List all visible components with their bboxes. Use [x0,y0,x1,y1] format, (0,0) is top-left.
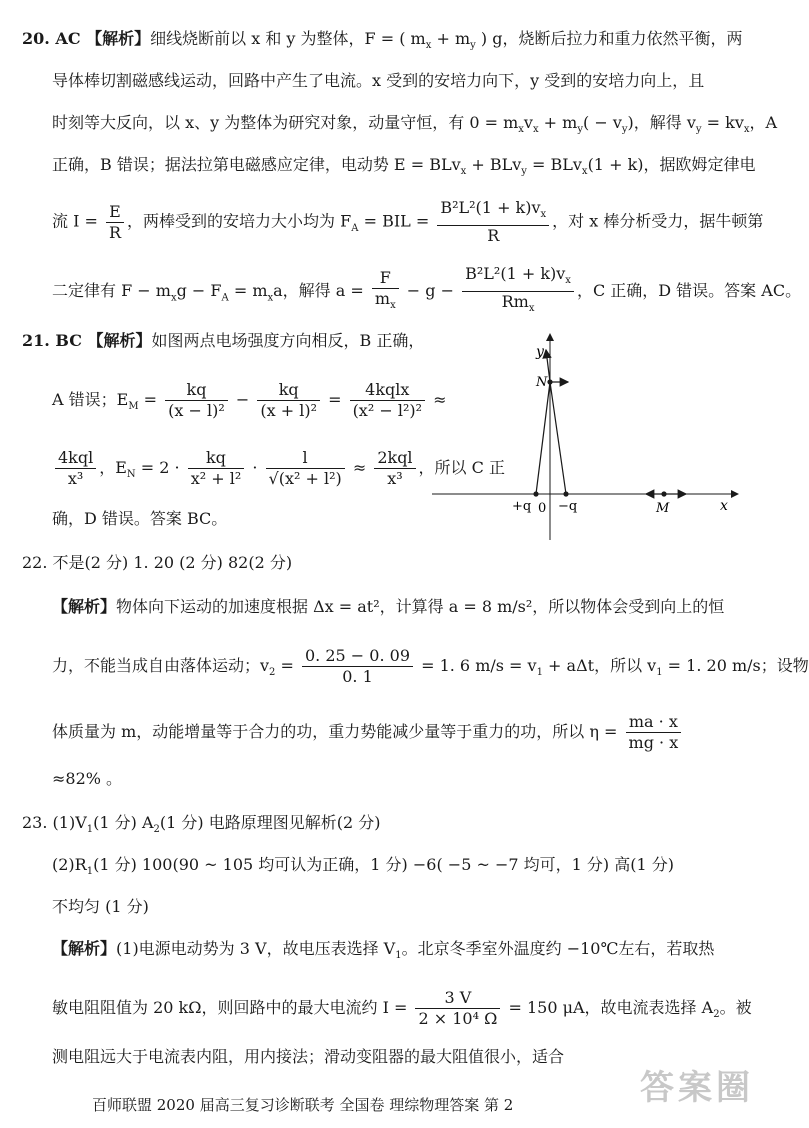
q20-line5: 流 I = $\frac{E}{R}$ ，两棒受到的安培力大小均为 $F_A$ = BIL = $\frac{B^2L^2(1 + k)v_x}{R}$ ，对 x 棒分析受力，据牛顿第 [52,198,764,246]
q20-line4: 正确，B 错误；据法拉第电磁感应定律，电动势 E = BLv$_x$ + BLv$_y$ = BLv$_x$(1 + k)，据欧姆定律电 [52,155,756,178]
label-plus-q: +q [512,499,532,514]
q22-line1: 22. 不是(2 分) 1. 20 (2 分) 82(2 分) [22,553,293,572]
page-footer: 百师联盟 2020 届高三复习诊断联考 全国卷 理综物理答案 第 2 [92,1096,514,1114]
field-diagram [432,330,744,546]
q22-line5: ≈82% 。 [52,769,123,788]
charge-plus [533,491,538,496]
field-line [536,382,550,494]
fraction: $\frac{E}{R}$ [106,202,124,243]
fraction: $\frac{\text{4kqlx}}{\text{(x² − l²)²}}$ [350,380,425,421]
fraction: $\frac{kq}{\text{x² + l²}}$ [188,448,245,489]
q20-text: ) g，烧断后拉力和重力依然平衡，两 [475,29,743,48]
q21-line4: 确，D 错误。答案 BC。 [52,509,228,528]
label-origin: 0 [538,501,547,516]
fraction: $\frac{\text{4kql}}{\text{x³}}$ [55,448,96,489]
q23-line6: 测电阻远大于电流表内阻，用内接法；滑动变阻器的最大阻值很小，适合 [52,1047,565,1066]
fraction: $\frac{\text{2kql}}{\text{x³}}$ [374,448,415,489]
fraction: $\frac{F}{m_x}$ [372,268,399,316]
fraction: $\frac{B^2L^2(1 + k)v_x}{R}$ [437,198,549,246]
q23-line3: 不均匀 (1 分) [52,897,149,916]
q21-line2: A 错误；$E_M$ = $\frac{kq}{\text{(x − l)²}}$ − $\frac{kq}{\text{(x + l)²}}$ = $\frac{\text{4kqlx}}{\text{(x² − l²)²}}$ ≈ [52,380,447,420]
fraction: $\frac{0. 25 - 0. 09}{0. 1}$ [302,646,413,687]
label-N: N [536,375,548,390]
field-line [550,382,566,494]
fraction: $\frac{l}{\text{√(x² + l²)}}$ [266,448,345,489]
point-N [547,379,552,384]
q20-line6: 二定律有 $F - m_xg - F_A = m_xa$，解得 a = $\frac{F}{m_x}$ − g − $\frac{B^2L^2(1 + k)v_x}{Rm_x}$ ，C 正确，D 错误。答案 AC。 [52,264,801,319]
label-x: x [720,498,728,514]
q20-text: + m [431,29,471,48]
q23-line1: 23. $(1)V_1(1$ 分) $A_2(1$ 分) 电路原理图见解析(2 分) [22,813,381,836]
q22-line3: 力，不能当成自由落体运动；$v_2$ = $\frac{0. 25 - 0. 09}{0. 1}$ = 1. 6 $m/s = v_1 + a\Delta t$，所以 $v_1 = 1$. 20 m/s；设物 [52,646,809,686]
watermark: 答案圈 [640,1068,754,1108]
label-M: M [656,501,670,516]
q22-line2: 【解析】物体向下运动的加速度根据 Δx = at²，计算得 a = 8 m/s²，所以物体会受到向上的恒 [52,597,725,616]
fraction: $\frac{B^2L^2(1 + k)v_x}{Rm_x}$ [462,264,574,319]
q23-line4: 【解析】(1)电源电动势为 3 V，故电压表选择 $V_1$。北京冬季室外温度约 −10℃左右，若取热 [52,939,715,962]
fraction: $\frac{kq}{\text{(x + l)²}}$ [257,380,320,421]
fraction: $\frac{kq}{\text{(x − l)²}}$ [165,380,228,421]
label-y: y [536,344,544,360]
q20-line1: 20. AC 【解析】细线烧断前以 x 和 y 为整体，F = ( $m_x + m_y$ ) g，烧断后拉力和重力依然平衡，两 [22,29,743,52]
charge-minus [563,491,568,496]
q21-line3: $\frac{\text{4kql}}{\text{x³}}$ ，$E_N = 2$ · $\frac{kq}{\text{x² + l²}}$ · $\frac{l}{\text{√(x² + l²)}}$ ≈ $\frac{\text{2kql}}{\text{x³}}$ ，所以 C 正 [52,448,505,489]
q22-line4: 体质量为 m，动能增量等于合力的功，重力势能减少量等于重力的功，所以 η = $\frac{ma \cdot x}{mg \cdot x}$ [52,712,684,753]
q20-line3: 时刻等大反向，以 x、y 为整体为研究对象，动量守恒，有 $0 = m_xv_x + m_y( - v_y)$，解得 $v_y = kv_x$，A [52,113,778,136]
fraction: $\frac{ma \cdot x}{mg \cdot x}$ [626,712,682,753]
q20-text: 细线烧断前以 x 和 y 为整体，F = ( m [150,29,426,48]
q20-line2: 导体棒切割磁感线运动，回路中产生了电流。x 受到的安培力向下，y 受到的安培力向上，且 [52,71,705,90]
label-minus-q: −q [558,499,578,514]
fraction: $\frac{3 V}{\text{2 × 10⁴ Ω}}$ [415,988,500,1029]
q23-line2: $(2)R_1(1$ 分) 100(90 ~ 105 均可认为正确，1 分) −6( −5 ~ −7 均可，1 分) 高(1 分) [52,855,674,878]
q20-heading: 20. AC 【解析】 [22,29,151,48]
q23-line5: 敏电阻阻值为 20 kΩ，则回路中的最大电流约 I = $\frac{3 V}{\text{2 × 10⁴ Ω}}$ = 150 μA，故电流表选择 $A_2$。被 [52,988,752,1028]
q21-line1: 21. BC 【解析】如图两点电场强度方向相反，B 正确， [22,331,425,350]
q21-heading: 21. BC 【解析】 [22,331,152,350]
